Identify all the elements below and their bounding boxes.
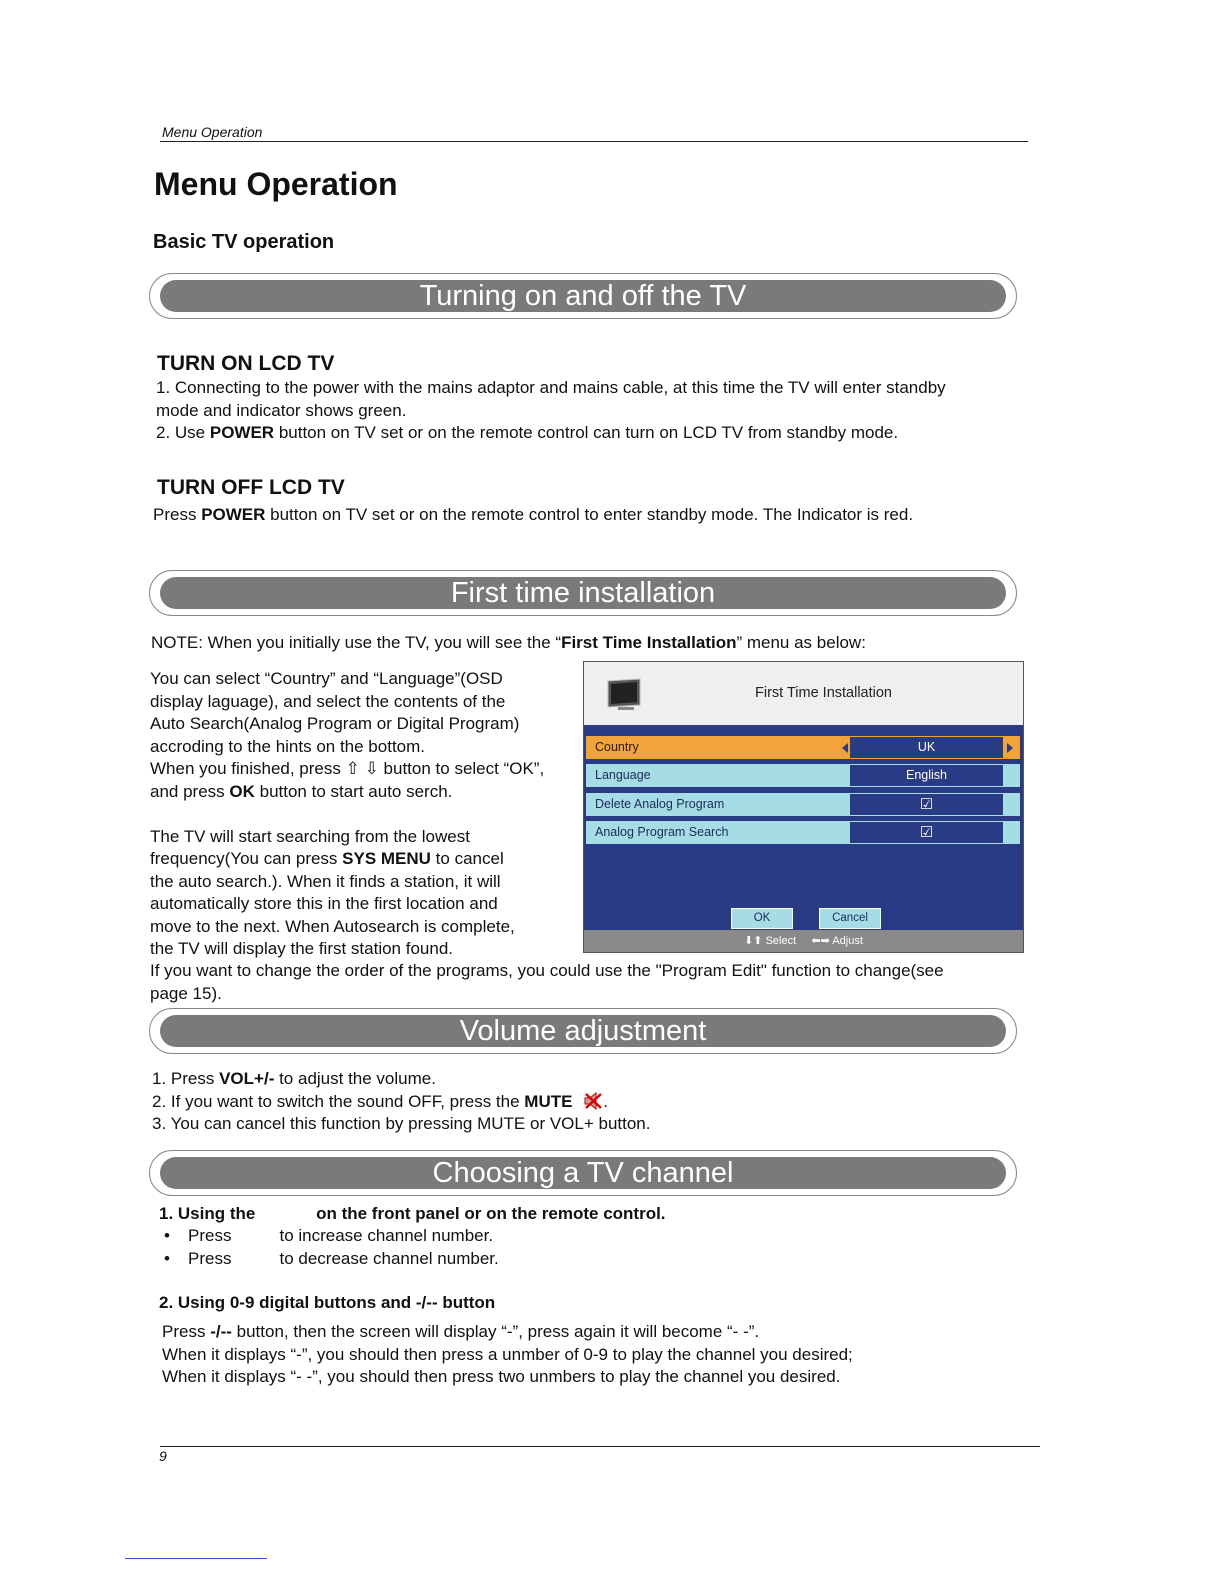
osd-row-analog-search[interactable] bbox=[586, 821, 1020, 844]
banner-label: Choosing a TV channel bbox=[160, 1157, 1006, 1189]
turn-on-line: mode and indicator shows green. bbox=[156, 400, 407, 420]
volume-line: 3. You can cancel this function by pressing MUTE or VOL+ button. bbox=[152, 1114, 651, 1133]
osd-row-language[interactable] bbox=[586, 764, 1020, 787]
channel-step2-text bbox=[162, 1321, 853, 1389]
turn-on-text bbox=[156, 377, 1036, 445]
osd-cancel-button[interactable]: Cancel bbox=[819, 908, 881, 929]
osd-first-time-installation bbox=[583, 661, 1024, 953]
body-line: Auto Search(Analog Program or Digital Program) bbox=[150, 714, 520, 733]
first-install-body bbox=[150, 668, 580, 961]
footer-rule bbox=[160, 1446, 1040, 1447]
channel-line: Press -/-- button, then the screen will display “-”, press again it will become “- -”. bbox=[162, 1322, 760, 1341]
turn-on-line: 1. Connecting to the power with the mains adaptor and mains cable, at this time the TV will enter standby bbox=[156, 378, 946, 397]
header-rule bbox=[160, 141, 1028, 142]
body-line: and press OK button to start auto serch. bbox=[150, 781, 453, 801]
osd-row-value: English bbox=[850, 765, 1003, 786]
body-line: the auto search.). When it finds a station, it will bbox=[150, 871, 501, 891]
body-line: accroding to the hints on the bottom. bbox=[150, 736, 426, 756]
section-banner-volume bbox=[149, 1008, 1017, 1054]
section-banner-channel bbox=[149, 1150, 1017, 1196]
body-line: display laguage), and select the contents of the bbox=[150, 691, 506, 711]
arrow-right-icon[interactable] bbox=[1007, 743, 1013, 753]
turn-on-heading: TURN ON LCD TV bbox=[157, 352, 335, 375]
osd-header bbox=[584, 662, 1023, 725]
osd-row-delete-analog[interactable] bbox=[586, 793, 1020, 816]
page-title: Menu Operation bbox=[154, 166, 398, 202]
osd-row-label: Language bbox=[595, 768, 651, 782]
section-banner-turning bbox=[149, 273, 1017, 319]
channel-step1-heading: 1. Using the on the front panel or on the remote control. bbox=[159, 1204, 666, 1223]
banner-label: Volume adjustment bbox=[160, 1015, 1006, 1047]
body-line: move to the next. When Autosearch is complete, bbox=[150, 916, 515, 936]
section-banner-first-install bbox=[149, 570, 1017, 616]
osd-row-value: UK bbox=[850, 737, 1003, 758]
volume-line: 2. If you want to switch the sound OFF, press the MUTE . bbox=[152, 1091, 608, 1111]
banner-label: First time installation bbox=[160, 577, 1006, 609]
body-line: frequency(You can press SYS MENU to cancel bbox=[150, 849, 504, 868]
page-number: 9 bbox=[159, 1448, 167, 1464]
osd-ok-button[interactable]: OK bbox=[731, 908, 793, 929]
osd-row-label: Country bbox=[595, 740, 639, 754]
mute-icon bbox=[583, 1092, 603, 1110]
osd-row-label: Delete Analog Program bbox=[595, 797, 725, 811]
osd-title: First Time Installation bbox=[755, 685, 892, 701]
channel-line: When it displays “-”, you should then press a unmber of 0-9 to play the channel you desired; bbox=[162, 1344, 853, 1364]
list-item: • Press to increase channel number. bbox=[164, 1226, 494, 1245]
channel-line: When it displays “- -”, you should then press two unmbers to play the channel you desired. bbox=[162, 1367, 841, 1386]
osd-hint-bar bbox=[584, 930, 1023, 952]
body-line: the TV will display the first station found. bbox=[150, 939, 454, 958]
checkbox-icon[interactable]: ☑ bbox=[850, 794, 1003, 815]
first-install-note: NOTE: When you initially use the TV, you will see the “First Time Installation” menu as below: bbox=[151, 633, 866, 652]
up-down-arrow-icon: ⇧ ⇩ bbox=[345, 759, 379, 778]
page-subtitle: Basic TV operation bbox=[153, 231, 335, 253]
body-line: You can select “Country” and “Language”(OSD bbox=[150, 669, 503, 688]
body-line: page 15). bbox=[150, 983, 222, 1003]
body-line: The TV will start searching from the lowest bbox=[150, 826, 470, 846]
first-install-tail bbox=[150, 960, 1030, 1005]
body-line: When you finished, press ⇧ ⇩ button to select “OK”, bbox=[150, 759, 545, 778]
volume-line: 1. Press VOL+/- to adjust the volume. bbox=[152, 1069, 436, 1088]
arrow-left-icon[interactable] bbox=[842, 743, 848, 753]
channel-step2-heading: 2. Using 0-9 digital buttons and -/-- button bbox=[159, 1293, 496, 1312]
list-item: • Press to decrease channel number. bbox=[164, 1248, 499, 1268]
turn-on-line: 2. Use POWER button on TV set or on the remote control can turn on LCD TV from standby mode. bbox=[156, 423, 899, 442]
osd-row-label: Analog Program Search bbox=[595, 825, 729, 839]
osd-hint-select: ⬇⬆ Select bbox=[744, 935, 797, 947]
body-line: automatically store this in the first location and bbox=[150, 894, 498, 913]
volume-text bbox=[152, 1068, 650, 1136]
channel-bullets bbox=[164, 1225, 499, 1270]
running-header: Menu Operation bbox=[162, 124, 263, 140]
checkbox-icon[interactable]: ☑ bbox=[850, 822, 1003, 843]
turn-off-text: Press POWER button on TV set or on the remote control to enter standby mode. The Indicator is red. bbox=[153, 505, 914, 524]
osd-hint-adjust: ⬅➡ Adjust bbox=[811, 935, 863, 947]
body-line: If you want to change the order of the programs, you could use the "Program Edit" function to change(see bbox=[150, 961, 944, 980]
footer-link-rule bbox=[125, 1558, 267, 1559]
turn-off-heading: TURN OFF LCD TV bbox=[157, 476, 345, 499]
banner-label: Turning on and off the TV bbox=[160, 280, 1006, 312]
osd-row-country[interactable] bbox=[586, 736, 1020, 759]
